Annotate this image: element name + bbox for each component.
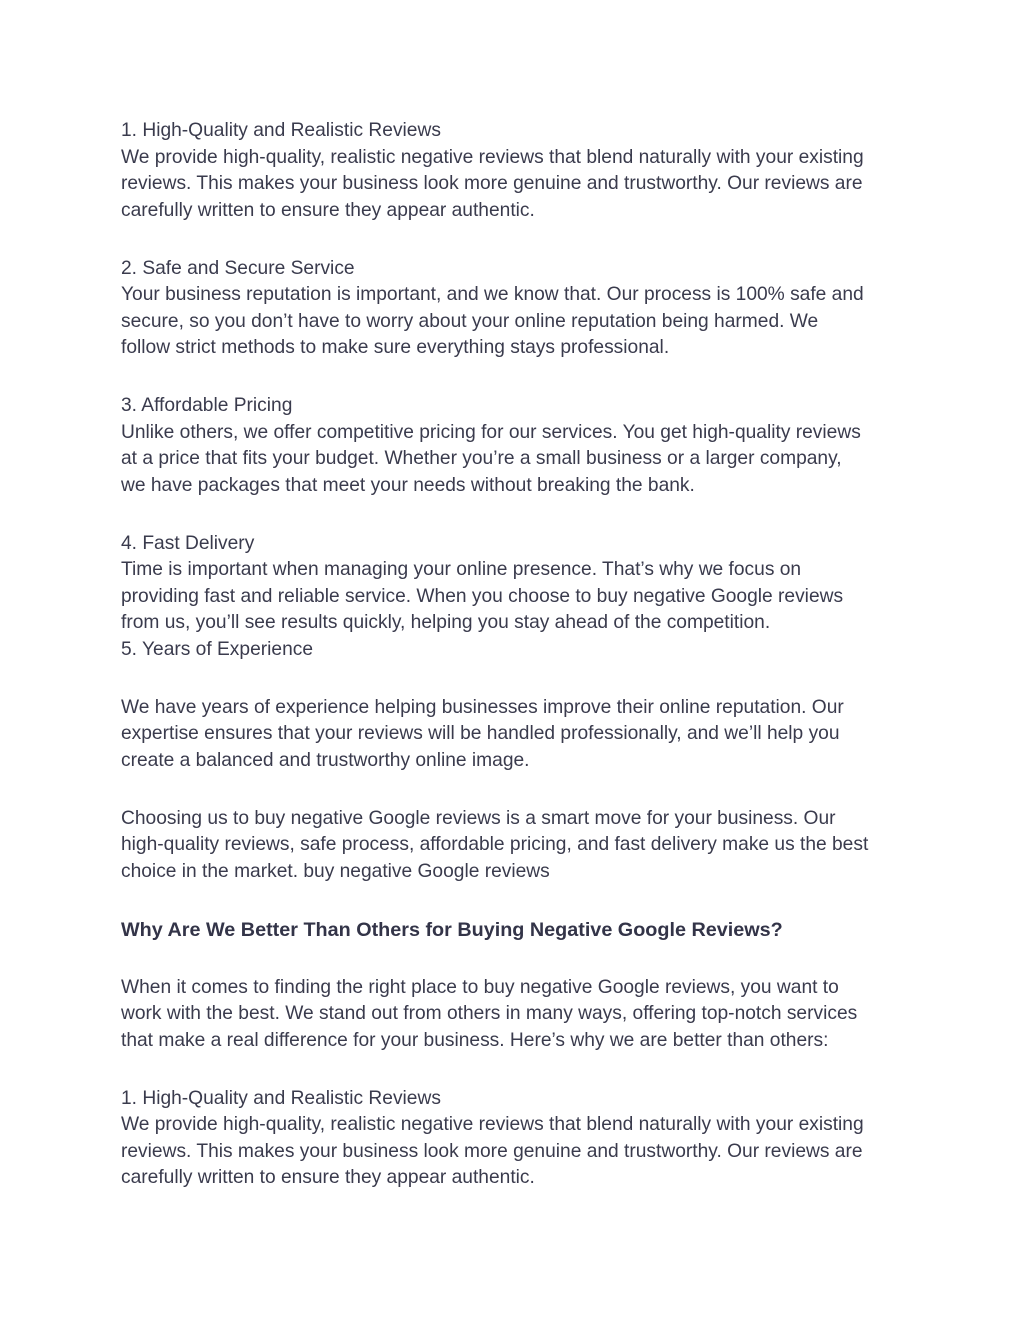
document-page [121, 118, 921, 1192]
paragraph-line: at a price that fits your budget. Whether you’re a small business or a larger company, [121, 448, 842, 469]
paragraph-line: work with the best. We stand out from others in many ways, offering top-notch services [121, 1003, 858, 1024]
paragraph-line: Unlike others, we offer competitive pricing for our services. You get high-quality reviews [121, 421, 861, 443]
paragraph-line: When it comes to finding the right place to buy negative Google reviews, you want to [121, 976, 839, 998]
paragraph-experience [121, 695, 921, 775]
paragraph-line: expertise ensures that your reviews will be handled professionally, and we’ll help you [121, 723, 840, 744]
paragraph-line: that make a real difference for your business. Here’s why we are better than others: [121, 1029, 829, 1051]
paragraph-choosing-us [121, 806, 921, 886]
paragraph-high-quality [121, 118, 921, 224]
list-item-title: 3. Affordable Pricing [121, 395, 293, 416]
paragraph-line: high-quality reviews, safe process, affordable pricing, and fast delivery make us the best [121, 834, 869, 855]
paragraph-line: providing fast and reliable service. When you choose to buy negative Google reviews [121, 585, 844, 607]
spacer [121, 1054, 921, 1086]
list-item-title: 1. High-Quality and Realistic Reviews [121, 120, 441, 141]
spacer [121, 499, 921, 531]
section-heading: Why Are We Better Than Others for Buying Negative Google Reviews? [121, 918, 783, 941]
spacer [121, 663, 921, 695]
spacer [121, 885, 921, 917]
list-item-title: 5. Years of Experience [121, 638, 314, 660]
paragraph-line: choice in the market. buy negative Google reviews [121, 860, 550, 882]
spacer [121, 224, 921, 256]
paragraph-line: we have packages that meet your needs without breaking the bank. [121, 474, 695, 496]
paragraph-line: We provide high-quality, realistic negative reviews that blend naturally with your existing [121, 146, 864, 168]
spacer [121, 943, 921, 975]
paragraph-line: follow strict methods to make sure everything stays professional. [121, 337, 670, 358]
list-item-title: 4. Fast Delivery [121, 532, 255, 554]
list-item-title: 2. Safe and Secure Service [121, 257, 355, 279]
paragraph-line: from us, you’ll see results quickly, helping you stay ahead of the competition. [121, 612, 771, 633]
paragraph-intro [121, 975, 921, 1055]
paragraph-line: secure, so you don’t have to worry about your online reputation being harmed. We [121, 310, 819, 332]
paragraph-line: reviews. This makes your business look more genuine and trustworthy. Our reviews are [121, 1140, 863, 1162]
spacer [121, 774, 921, 806]
spacer [121, 362, 921, 394]
paragraph-high-quality-repeat [121, 1086, 921, 1192]
paragraph-line: Choosing us to buy negative Google reviews is a smart move for your business. Our [121, 807, 836, 829]
paragraph-line: reviews. This makes your business look more genuine and trustworthy. Our reviews are [121, 173, 863, 194]
paragraph-fast-delivery [121, 531, 921, 664]
paragraph-line: Your business reputation is important, and we know that. Our process is 100% safe and [121, 284, 864, 305]
paragraph-line: carefully written to ensure they appear authentic. [121, 1167, 535, 1188]
list-item-title: 1. High-Quality and Realistic Reviews [121, 1087, 441, 1109]
paragraph-safe-secure [121, 256, 921, 362]
paragraph-line: create a balanced and trustworthy online image. [121, 749, 530, 771]
paragraph-line: Time is important when managing your online presence. That’s why we focus on [121, 559, 802, 580]
paragraph-line: carefully written to ensure they appear authentic. [121, 199, 535, 221]
paragraph-line: We provide high-quality, realistic negative reviews that blend naturally with your existing [121, 1114, 864, 1135]
paragraph-line: We have years of experience helping businesses improve their online reputation. Our [121, 696, 844, 718]
paragraph-affordable-pricing [121, 393, 921, 499]
